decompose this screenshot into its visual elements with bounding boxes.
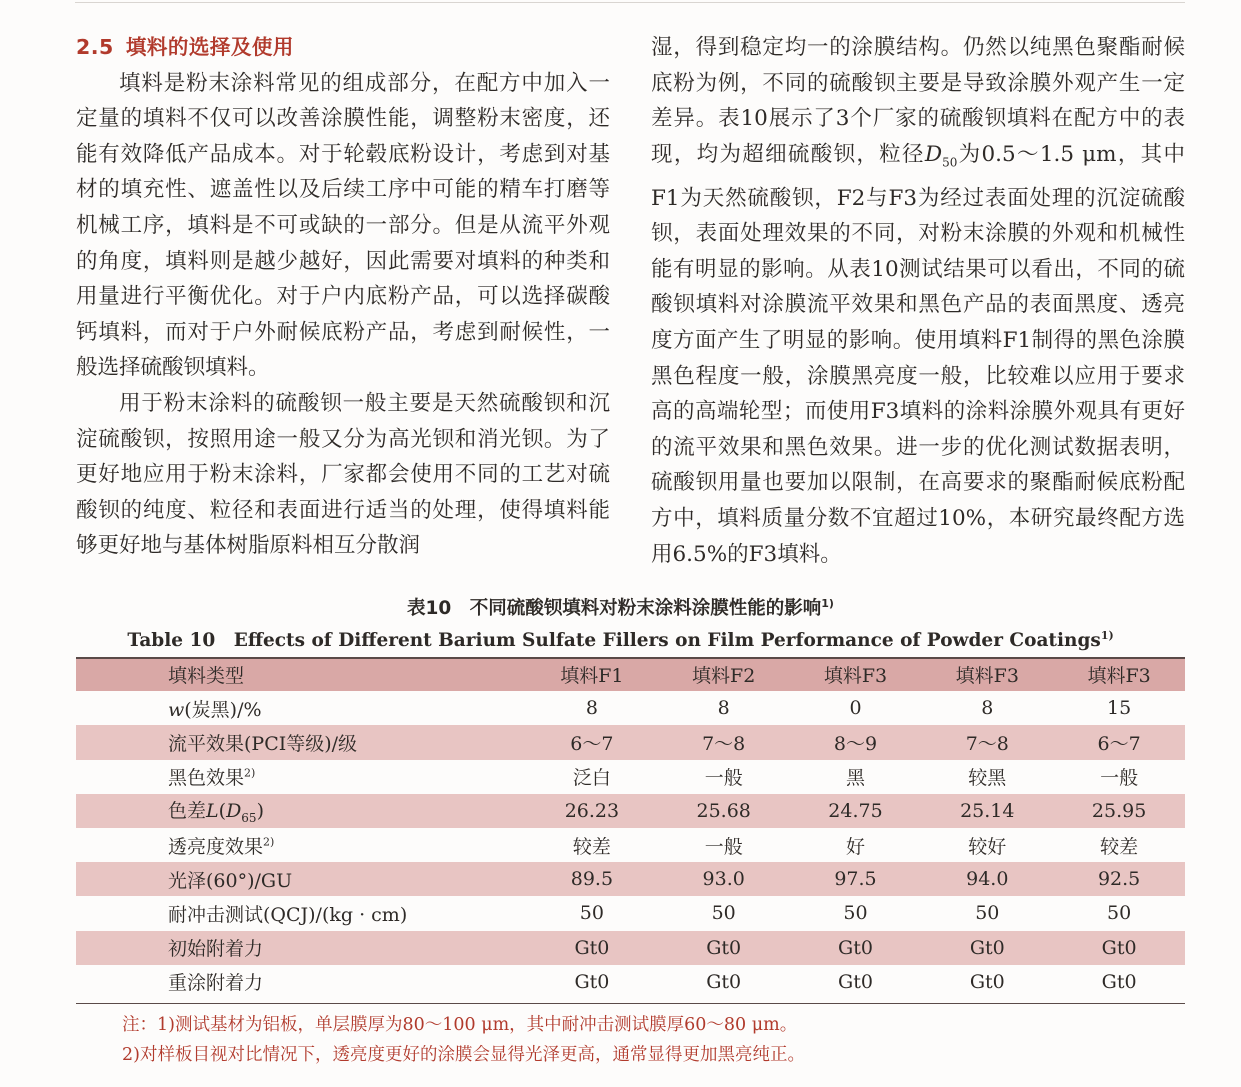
- paragraph-text-part1: 湿，得到稳定均一的涂膜结构。仍然以纯黑色聚酯耐候底粉为例，不同的硫酸钡主要是导致涂膜外观产生一定差异。表10展示了3个厂家的硫酸钡填料在配方中的表现，均为超细硫酸钡，粒径: [651, 35, 1185, 167]
- d50-symbol: D: [924, 141, 943, 167]
- table-cell: 50: [579, 902, 604, 925]
- table-title-english: [0, 626, 1241, 652]
- table-cell: 25.95: [1053, 794, 1185, 828]
- table-cell: 较差: [1100, 835, 1139, 858]
- table-title-cn-footnote: 1): [821, 596, 834, 610]
- table-cell: Gt0: [706, 970, 742, 993]
- table-cell: Gt0: [658, 931, 790, 965]
- row-label: [76, 760, 526, 794]
- row-label: [76, 862, 526, 896]
- paragraph-table10-discussion: [651, 30, 1185, 572]
- header-label: 填料类型: [76, 657, 526, 691]
- table-cell: 一般: [704, 835, 743, 858]
- table-cell: 15: [1107, 697, 1132, 720]
- table-cell: 较差: [572, 835, 611, 858]
- table-cell: 泛白: [572, 767, 611, 790]
- header-col-f3c: 填料F3: [1053, 657, 1185, 691]
- table-title-cn-text: 表10 不同硫酸钡填料对粉末涂料涂膜性能的影响: [407, 598, 822, 619]
- table-cell: 6～7: [526, 725, 658, 759]
- header-col-f1: 填料F1: [526, 657, 658, 691]
- table-cell: 7～8: [921, 725, 1053, 759]
- table-cell: 93.0: [658, 862, 790, 896]
- paragraph-barium-sulfate: 用于粉末涂料的硫酸钡一般主要是天然硫酸钡和沉淀硫酸钡，按照用途一般又分为高光钡和消光钡。为了更好地应用于粉末涂料，厂家都会使用不同的工艺对硫酸钡的纯度、粒径和表面进行适当的处理，使得填料能够更好地与基体树脂原料相互分散润: [76, 390, 610, 559]
- table-cell: 50: [843, 902, 868, 925]
- row-label-footnote: 2): [244, 766, 256, 780]
- table-cell: 8: [981, 697, 994, 720]
- table-cell: Gt0: [574, 970, 610, 993]
- row-label: [76, 896, 526, 930]
- table-cell: 92.5: [1053, 862, 1185, 896]
- table-cell: 26.23: [526, 794, 658, 828]
- table-cell: 94.0: [921, 862, 1053, 896]
- table-cell: 0: [849, 697, 862, 720]
- table-title-en-text: Table 10 Effects of Different Barium Sulfate Fillers on Film Performance of Powder Coatings: [127, 630, 1101, 651]
- row-label-footnote: 2): [263, 835, 275, 849]
- table-cell: 25.14: [921, 794, 1053, 828]
- row-label-illuminant-sub: 65: [241, 811, 257, 826]
- row-label-symbol: L: [206, 800, 219, 823]
- table-row: [76, 794, 1185, 828]
- header-col-f3a: 填料F3: [790, 657, 922, 691]
- paragraph-text-part2: 为0.5～1.5 μm，其中F1为天然硫酸钡，F2与F3为经过表面处理的沉淀硫酸钡，表面处理效果的不同，对粉末涂膜的外观和机械性能有明显的影响。从表10测试结果可以看出，不同的硫酸钡填料对涂膜流平效果和黑色产品的表面黑度、透亮度方面产生了明显的影响。使用填料F1制得的黑色涂膜黑色程度一般，涂膜黑亮度一般，比较难以应用于要求高的高端轮型；而使用F3填料的涂料涂膜外观具有更好的流平效果和黑色效果。进一步的优化测试数据表明，硫酸钡用量也要加以限制，在高要求的聚酯耐候底粉配方中，填料质量分数不宜超过10%，本研究最终配方选用6.5%的F3填料。: [651, 141, 1185, 567]
- table-bottom-rule: [76, 1003, 1185, 1004]
- d50-subscript: 50: [942, 155, 958, 170]
- table-cell: 较好: [968, 835, 1007, 858]
- table-row: [76, 896, 1185, 930]
- table-cell: 黑: [845, 767, 865, 790]
- table-row: [76, 760, 1185, 794]
- table-cell: Gt0: [1053, 931, 1185, 965]
- table-title-chinese: [0, 594, 1241, 620]
- table-cell: 7～8: [658, 725, 790, 759]
- table-row: [76, 691, 1185, 725]
- table-cell: 8: [717, 697, 730, 720]
- table-header-row: [76, 657, 1185, 691]
- table-cell: Gt0: [921, 931, 1053, 965]
- row-label: [76, 965, 526, 999]
- table-cell: 50: [711, 902, 736, 925]
- row-label-text: 初始附着力: [168, 938, 264, 961]
- row-label-end: ): [256, 800, 264, 823]
- left-column: [76, 30, 610, 564]
- table-cell: 较黑: [968, 767, 1007, 790]
- row-label-text: 黑色效果: [168, 767, 245, 790]
- row-label-text: 透亮度效果: [168, 835, 264, 858]
- row-label-suffix: (炭黑)/%: [184, 698, 262, 721]
- table-row: [76, 725, 1185, 759]
- section-number: 2.5: [76, 35, 114, 59]
- table-cell: 25.68: [658, 794, 790, 828]
- row-label-text: 耐冲击测试(QCJ)/(kg · cm): [168, 903, 408, 926]
- table-cell: 97.5: [790, 862, 922, 896]
- table-cell: 50: [975, 902, 1000, 925]
- table-cell: Gt0: [526, 931, 658, 965]
- table-row: [76, 965, 1185, 999]
- section-heading: [76, 30, 610, 66]
- table-note-2: 2)对样板目视对比情况下，透亮度更好的涂膜会显得光泽更高，通常显得更加黑亮纯正。: [122, 1045, 805, 1065]
- table-cell: 6～7: [1053, 725, 1185, 759]
- table-cell: Gt0: [1101, 970, 1137, 993]
- header-col-f3b: 填料F3: [921, 657, 1053, 691]
- row-label: [76, 725, 526, 759]
- table-title-en-footnote: 1): [1100, 628, 1114, 642]
- table-row: [76, 828, 1185, 862]
- table-note-1: 注：1)测试基材为铝板，单层膜厚为80～100 μm，其中耐冲击测试膜厚60～80 μm。: [122, 1015, 798, 1035]
- table-cell: 一般: [1100, 767, 1139, 790]
- row-label-illuminant: D: [226, 800, 242, 823]
- table-cell: Gt0: [969, 970, 1005, 993]
- table-cell: 好: [845, 835, 865, 858]
- row-label-text: 流平效果(PCI等级)/级: [168, 732, 358, 755]
- table-row: [76, 862, 1185, 896]
- row-label-text: 光泽(60°)/GU: [168, 869, 293, 892]
- header-col-f2: 填料F2: [658, 657, 790, 691]
- table-cell: Gt0: [838, 970, 873, 993]
- table-cell: 89.5: [526, 862, 658, 896]
- row-label: [76, 931, 526, 965]
- table-cell: 8～9: [790, 725, 922, 759]
- table-cell: Gt0: [790, 931, 922, 965]
- table-cell: 一般: [704, 767, 743, 790]
- filler-results-table: [76, 657, 1185, 999]
- table-row: [76, 931, 1185, 965]
- row-label: [76, 828, 526, 862]
- paragraph-fillers: 填料是粉末涂料常见的组成部分，在配方中加入一定量的填料不仅可以改善涂膜性能，调整粉末密度，还能有效降低产品成本。对于轮毂底粉设计，考虑到对基材的填充性、遮盖性以及后续工序中可能的精车打磨等机械工序，填料是不可或缺的一部分。但是从流平外观的角度，填料则是越少越好，因此需要对填料的种类和用量进行平衡优化。对于户内底粉产品，可以选择碳酸钙填料，而对于户外耐候底粉产品，考虑到耐候性，一般选择硫酸钡填料。: [76, 70, 610, 381]
- row-label-suffix: (: [218, 800, 227, 823]
- row-label-text: 色差: [168, 800, 207, 823]
- row-label: [76, 691, 526, 725]
- section-title: 填料的选择及使用: [125, 35, 294, 59]
- row-label-symbol: w: [168, 698, 185, 721]
- table-cell: 8: [585, 697, 598, 720]
- row-label-text: 重涂附着力: [168, 972, 264, 995]
- top-rule: [75, 2, 1185, 3]
- table-top-rule: [76, 657, 1185, 659]
- table-cell: 24.75: [790, 794, 922, 828]
- right-column: [651, 30, 1185, 572]
- row-label: [76, 794, 526, 828]
- table-cell: 50: [1107, 902, 1132, 925]
